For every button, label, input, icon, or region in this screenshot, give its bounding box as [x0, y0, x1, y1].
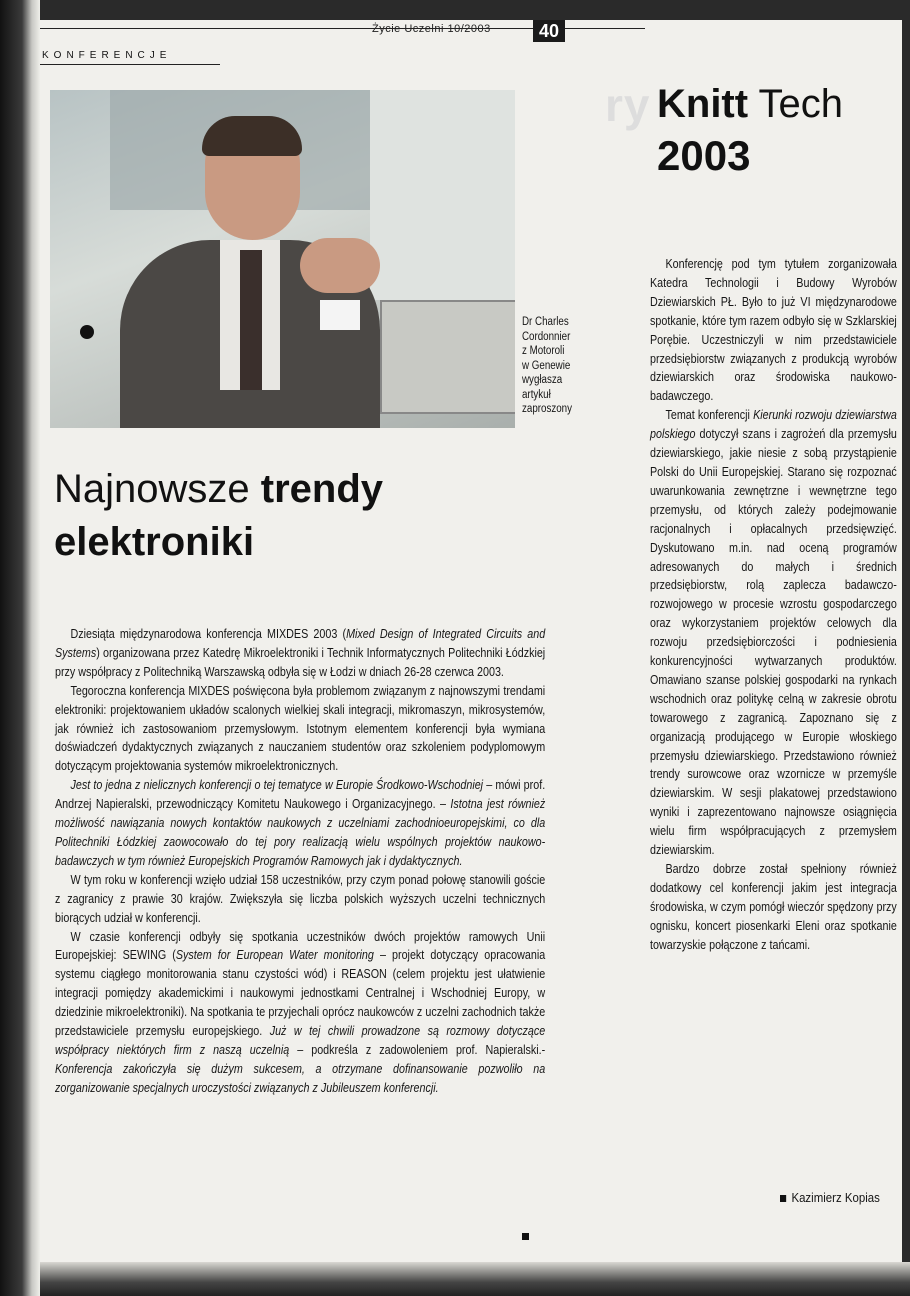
- photo-caption: Dr Charles Cordonnier z Motoroli w Genewie wygłasza artykuł zaproszony: [522, 316, 572, 415]
- author-signature: Kazimierz Kopias: [780, 1190, 880, 1205]
- running-title: Życie Uczelni 10/2003: [372, 23, 491, 35]
- paragraph: Dziesiąta międzynarodowa konferencja MIXDES 2003 (Mixed Design of Integrated Circuits and Systems) organizowana przez Katedrę Mikroelektroniki i Technik Informatycznych Politechniki Łódzkiej przy współpracy z Politechniką Warszawską odbyła się w Łodzi w dniach 26-28 czerwca 2003.: [55, 627, 546, 679]
- paragraph: Konferencję pod tym tytułem zorganizowała Katedra Technologii i Budowy Wyrobów Dziewiarskich PŁ. Było to już VI międzynarodowe spotkanie, które tym razem odbyło się w Szklarskiej Porębie. Uczestniczyli w nim przedstawiciele przedsiębiorstw związanych z produkcją wyrobów dziewiarskich oraz środowiska naukowo-badawczego.: [650, 257, 897, 404]
- author-bullet-icon: [780, 1195, 786, 1202]
- left-article-body: [55, 625, 545, 1098]
- magazine-page: [40, 20, 902, 1276]
- left-article-title-line2: elektroniki: [54, 520, 255, 564]
- paragraph: Temat konferencji Kierunki rozwoju dziewiarstwa polskiego dotyczył szans i zagrożeń dla przemysłu dziewiarskiego, jakie niesie z sobą przystąpienie Polski do Unii Europejskiej. Starano się rozpoznać uwarunkowania zewnętrzne i wewnętrzne tego przemysłu, od których zależy podejmowanie racjonalnych i opłacalnych przedsięwzięć. Dyskutowano m.in. nad oceną programów adresowanych do małych i średnich przedsiębiorstw, rolą zaplecza badawczo-rozwojowego w procesie wzrostu gospodarczego oraz wykorzystaniem projektów celowych dla rozwoju przedsiębiorczości i podniesienia konkurencyjności wytwarzanych produktów. Omawiano szanse polskiej gospodarki na rynkach wschodnich oraz politykę celną w zakresie obrotu towarowego z zagranicą. Zapoznano się z organizacją prodującego w Europie włoskiego przemysłu dziewiarskiego. Przedstawiono również trendy surowcowe oraz wzornicze w przemyśle dziewiarskim. W sesji plakatowej przedstawiono wyniki i zaprezentowano najnowsze osiągnięcia wielu firm współpracujących z przemysłem dziewiarskim.: [650, 408, 897, 858]
- section-label: KONFERENCJE: [42, 50, 172, 61]
- paragraph: W tym roku w konferencji wzięło udział 158 uczestników, przy czym ponad połowę stanowili goście z zagranicy z prawie 30 krajów. Zwiększyła się liczba polskich wyższych uczelni technicznych biorących udział w konferencji.: [55, 872, 546, 925]
- right-article-title: Knitt Tech: [657, 82, 843, 126]
- background-ghost-print: ry: [605, 79, 651, 131]
- page-bottom-shadow: [40, 1262, 910, 1296]
- page-number: 40: [533, 20, 565, 42]
- right-article-year: 2003: [657, 132, 751, 179]
- speaker-photo: [50, 90, 515, 428]
- paragraph: Jest to jedna z nielicznych konferencji o tej tematyce w Europie Środkowo-Wschodniej – mówi prof. Andrzej Napieralski, przewodniczący Komitetu Naukowego i Organizacyjnego. – Istotna jest również możliwość nawiązania nowych kontaktów naukowych z uczelniami zachodnioeuropejskimi, co dla Politechniki Łódzkiej zaowocowało do tej pory realizacją wielu wspólnych projektów naukowo-badawczych w tym również Europejskich Programów Ramowych jak i dydaktycznych.: [55, 778, 546, 868]
- end-mark: [522, 1233, 529, 1240]
- right-article-body: [650, 255, 897, 955]
- paragraph: Bardzo dobrze został spełniony również dodatkowy cel konferencji jakim jest integracja środowiska, w czym pomógł wieczór spędzony przy ognisku, koncert piosenkarki Eleni oraz spotkanie towarzyskie połączone z tańcami.: [650, 862, 897, 952]
- section-rule: [40, 64, 220, 65]
- paragraph: Tegoroczna konferencja MIXDES poświęcona była problemom związanym z najnowszymi trendami elektroniki: projektowaniem układów scalonych wielkiej skali integracji, mikromaszyn, mikrosystemów, jak również ich zastosowaniom przemysłowym. Istotnym elementem konferencji była wymiana doświadczeń dydaktycznych związanych z nauczaniem studentów oraz szkoleniem podyplomowym dotyczącym projektowania systemów mikroelektronicznych.: [55, 683, 546, 774]
- paragraph: W czasie konferencji odbyły się spotkania uczestników dwóch projektów ramowych Unii Europejskiej: SEWING (System for European Water monitoring – projekt dotyczący opracowania systemu ciągłego monitorowania stanu czystości wód) i REASON (celem projektu jest ułatwienie integracji pomiędzy akademickimi i naukowymi jednostkami Centralnej i Wschodniej Europy, w dziedzinie mikroelektroniki). Na spotkania te przyjechali oprócz naukowców z uczelni zachodnich także przedstawiciele przemysłu europejskiego. Już w tej chwili prowadzone są rozmowy dotyczące współpracy niektórych firm z naszą uczelnią – podkreśla z zadowoleniem prof. Napieralski.- Konferencja zakończyła się dużym sukcesem, a otrzymane dofinansowanie pozwoliło na zorganizowanie specjalnych uroczystości związanych z Jubileuszem konferencji.: [55, 929, 546, 1095]
- left-article-title: Najnowsze trendy: [54, 467, 384, 511]
- magazine-binding: [0, 0, 40, 1296]
